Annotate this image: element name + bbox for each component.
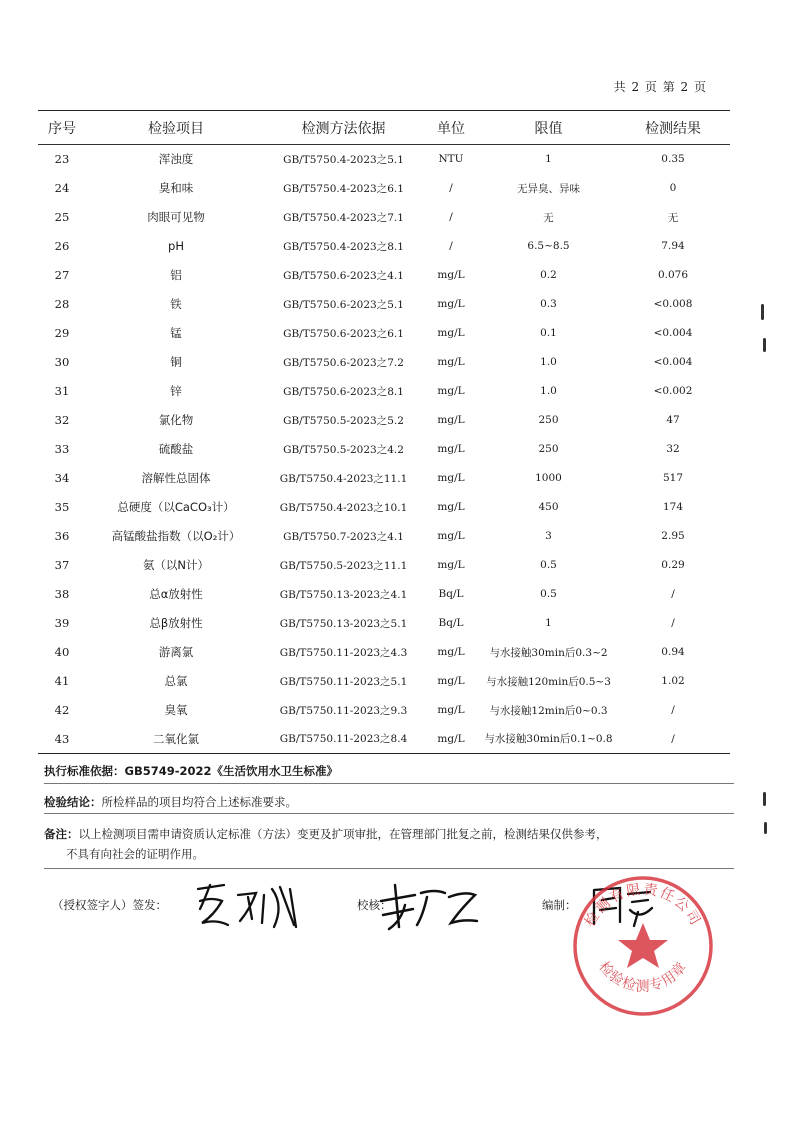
cell-result: <0.002 bbox=[653, 385, 693, 397]
cell-method: GB/T5750.11-2023之4.3 bbox=[279, 646, 408, 659]
table-row bbox=[38, 232, 730, 261]
table-row bbox=[38, 290, 730, 319]
cell-result: 32 bbox=[666, 443, 680, 455]
cell-unit: mg/L bbox=[437, 646, 465, 658]
cell-limit: 250 bbox=[538, 414, 559, 426]
cell-limit: 3 bbox=[545, 530, 552, 542]
standard-line bbox=[44, 763, 734, 779]
cell-seq: 30 bbox=[54, 355, 70, 369]
table-row bbox=[38, 609, 730, 638]
cell-method: GB/T5750.4-2023之5.1 bbox=[283, 153, 404, 166]
table-row bbox=[38, 174, 730, 203]
cell-limit: 450 bbox=[538, 501, 559, 513]
cell-limit: 0.3 bbox=[540, 298, 557, 310]
cell-seq: 24 bbox=[54, 181, 70, 195]
cell-result: / bbox=[671, 704, 675, 716]
cell-limit: 与水接触30min后0.3~2 bbox=[489, 646, 608, 659]
cell-item: 溶解性总固体 bbox=[141, 471, 211, 485]
table-header bbox=[38, 111, 730, 145]
cell-limit: 1 bbox=[545, 617, 552, 629]
cell-method: GB/T5750.5-2023之11.1 bbox=[279, 559, 408, 572]
header-result: 检测结果 bbox=[616, 111, 730, 145]
cell-item: 高锰酸盐指数（以O₂计） bbox=[111, 529, 241, 543]
cell-unit: mg/L bbox=[437, 559, 465, 571]
table-row bbox=[38, 203, 730, 232]
cell-unit: mg/L bbox=[437, 530, 465, 542]
cell-unit: mg/L bbox=[437, 675, 465, 687]
cell-seq: 35 bbox=[54, 500, 70, 514]
table-row bbox=[38, 638, 730, 667]
svg-text:检测有限责任公司: 检测有限责任公司 bbox=[582, 881, 704, 930]
cell-result: 0 bbox=[669, 182, 677, 194]
cell-item: 游离氯 bbox=[158, 645, 194, 659]
cell-limit: 无 bbox=[543, 211, 554, 224]
cell-unit: mg/L bbox=[437, 356, 465, 368]
table-row bbox=[38, 348, 730, 377]
issuer-signature bbox=[190, 875, 310, 935]
cell-limit: 与水接触30min后0.1~0.8 bbox=[481, 725, 616, 754]
cell-result: 2.95 bbox=[661, 530, 685, 542]
cell-limit: 1000 bbox=[535, 472, 562, 484]
table-row bbox=[38, 725, 730, 754]
cell-seq: 36 bbox=[54, 529, 70, 543]
cell-result: 1.02 bbox=[661, 675, 685, 687]
cell-limit: 6.5~8.5 bbox=[527, 240, 570, 252]
issuer-label: （授权签字人）签发： bbox=[52, 898, 167, 912]
cell-limit: 0.1 bbox=[540, 327, 557, 339]
cell-unit: mg/L bbox=[437, 327, 465, 339]
editor-label: 编制： bbox=[542, 898, 577, 912]
cell-method: GB/T5750.11-2023之5.1 bbox=[279, 675, 408, 688]
cell-method: GB/T5750.11-2023之8.4 bbox=[266, 725, 421, 754]
checker-label: 校核： bbox=[357, 898, 392, 912]
remark-block bbox=[44, 824, 734, 864]
cell-item: 铝 bbox=[170, 268, 182, 282]
cell-limit: 无异臭、异味 bbox=[517, 182, 580, 195]
cell-item: 总硬度（以CaCO₃计） bbox=[117, 500, 235, 514]
conclusion-text: 所检样品的项目均符合上述标准要求。 bbox=[101, 795, 297, 809]
cell-item: 臭和味 bbox=[158, 181, 194, 195]
cell-method: GB/T5750.6-2023之4.1 bbox=[283, 269, 404, 282]
cell-method: GB/T5750.7-2023之4.1 bbox=[283, 530, 404, 543]
cell-seq: 23 bbox=[54, 152, 70, 167]
cell-method: GB/T5750.6-2023之6.1 bbox=[283, 327, 404, 340]
cell-seq: 33 bbox=[54, 442, 70, 456]
header-unit: 单位 bbox=[421, 111, 481, 145]
page-indicator: 共 2 页 第 2 页 bbox=[613, 80, 707, 94]
cell-unit: / bbox=[449, 211, 453, 223]
standard-label: 执行标准依据： bbox=[44, 764, 125, 778]
table-row bbox=[38, 580, 730, 609]
cell-result: 7.94 bbox=[661, 240, 685, 252]
cell-limit: 0.5 bbox=[540, 559, 557, 571]
cell-unit: mg/L bbox=[437, 385, 465, 397]
table-row bbox=[38, 493, 730, 522]
cell-item: 氨（以N计） bbox=[142, 558, 210, 572]
cell-method: GB/T5750.13-2023之5.1 bbox=[279, 617, 408, 630]
divider bbox=[44, 783, 734, 784]
cell-item: 二氧化氯 bbox=[86, 725, 266, 754]
cell-limit: 与水接触12min后0~0.3 bbox=[489, 704, 608, 717]
cell-limit: 1 bbox=[545, 153, 552, 166]
results-table bbox=[38, 110, 730, 754]
cell-method: GB/T5750.4-2023之6.1 bbox=[283, 182, 404, 195]
cell-seq: 42 bbox=[54, 703, 70, 717]
cell-unit: mg/L bbox=[437, 269, 465, 281]
cell-result: 0.076 bbox=[657, 269, 689, 281]
cell-method: GB/T5750.6-2023之5.1 bbox=[283, 298, 404, 311]
cell-item: 铁 bbox=[170, 297, 182, 311]
cell-unit: mg/L bbox=[437, 443, 465, 455]
cell-seq: 29 bbox=[54, 326, 70, 340]
table-row bbox=[38, 667, 730, 696]
cell-method: GB/T5750.4-2023之8.1 bbox=[283, 240, 404, 253]
cell-item: 锰 bbox=[170, 326, 182, 340]
cell-limit: 1.0 bbox=[540, 356, 557, 368]
cell-limit: 与水接触120min后0.5~3 bbox=[486, 675, 611, 688]
table-row bbox=[38, 377, 730, 406]
table-row bbox=[38, 319, 730, 348]
cell-result: 0.35 bbox=[661, 153, 685, 166]
checker-signature bbox=[375, 875, 485, 935]
header-method: 检测方法依据 bbox=[266, 111, 421, 145]
cell-result: <0.004 bbox=[653, 327, 693, 339]
table-row bbox=[38, 696, 730, 725]
conclusion-line bbox=[44, 794, 734, 810]
table-row bbox=[38, 406, 730, 435]
company-seal bbox=[565, 868, 721, 1018]
header-seq: 序号 bbox=[38, 111, 86, 145]
cell-item: 铜 bbox=[170, 355, 182, 369]
cell-method: GB/T5750.13-2023之4.1 bbox=[279, 588, 408, 601]
cell-limit: 250 bbox=[538, 443, 559, 455]
cell-method: GB/T5750.6-2023之7.2 bbox=[283, 356, 404, 369]
cell-seq: 40 bbox=[54, 645, 70, 659]
table-row bbox=[38, 464, 730, 493]
cell-unit: Bq/L bbox=[438, 588, 464, 600]
cell-result: <0.004 bbox=[653, 356, 693, 368]
cell-limit: 1.0 bbox=[540, 385, 557, 397]
cell-unit: mg/L bbox=[437, 501, 465, 513]
remark-line1: 以上检测项目需申请资质认定标准（方法）变更及扩项审批，在管理部门批复之前，检测结果仅供参考， bbox=[78, 827, 608, 841]
cell-method: GB/T5750.5-2023之5.2 bbox=[283, 414, 404, 427]
cell-seq: 37 bbox=[54, 558, 70, 572]
cell-result: 0.94 bbox=[661, 646, 685, 658]
cell-seq: 28 bbox=[54, 297, 70, 311]
cell-unit: / bbox=[449, 182, 453, 194]
cell-item: 肉眼可见物 bbox=[147, 210, 205, 224]
cell-item: 臭氧 bbox=[164, 703, 188, 717]
margin-mark bbox=[761, 304, 764, 320]
margin-mark bbox=[764, 822, 767, 834]
cell-seq: 34 bbox=[54, 471, 70, 485]
cell-seq: 38 bbox=[54, 587, 70, 601]
cell-item: 氯化物 bbox=[158, 413, 194, 427]
cell-result: / bbox=[671, 588, 675, 600]
cell-method: GB/T5750.6-2023之8.1 bbox=[283, 385, 404, 398]
cell-seq: 26 bbox=[54, 239, 70, 253]
cell-seq: 25 bbox=[54, 210, 70, 224]
cell-unit: mg/L bbox=[437, 414, 465, 426]
margin-mark bbox=[763, 792, 766, 806]
header-item: 检验项目 bbox=[86, 111, 266, 145]
table-row bbox=[38, 551, 730, 580]
cell-unit: mg/L bbox=[437, 298, 465, 310]
svg-text:检验检测专用章: 检验检测专用章 bbox=[595, 958, 691, 995]
cell-item: pH bbox=[168, 239, 184, 253]
cell-seq: 41 bbox=[54, 674, 70, 688]
cell-result: / bbox=[671, 617, 675, 629]
table-body bbox=[38, 145, 730, 754]
standard-text: GB5749-2022《生活饮用水卫生标准》 bbox=[124, 764, 338, 778]
cell-method: GB/T5750.4-2023之7.1 bbox=[283, 211, 404, 224]
cell-method: GB/T5750.11-2023之9.3 bbox=[279, 704, 408, 717]
cell-result: 无 bbox=[667, 211, 679, 224]
cell-result: <0.008 bbox=[653, 298, 693, 310]
table-row bbox=[38, 435, 730, 464]
cell-seq: 32 bbox=[54, 413, 70, 427]
cell-method: GB/T5750.5-2023之4.2 bbox=[283, 443, 404, 456]
cell-unit: / bbox=[449, 240, 453, 252]
divider bbox=[44, 813, 734, 814]
cell-item: 总α放射性 bbox=[149, 587, 203, 601]
cell-item: 总β放射性 bbox=[149, 616, 203, 630]
cell-unit: mg/L bbox=[437, 472, 465, 484]
table-row bbox=[38, 145, 730, 174]
cell-item: 总氯 bbox=[164, 674, 188, 688]
cell-result: 0.29 bbox=[661, 559, 685, 571]
cell-result: 174 bbox=[662, 501, 684, 513]
cell-seq: 39 bbox=[54, 616, 70, 630]
cell-seq: 31 bbox=[54, 384, 70, 398]
cell-method: GB/T5750.4-2023之11.1 bbox=[279, 472, 408, 485]
cell-unit: mg/L bbox=[421, 725, 481, 754]
cell-unit: NTU bbox=[438, 153, 464, 166]
remark-line2: 不具有向社会的证明作用。 bbox=[66, 847, 204, 861]
cell-result: 47 bbox=[666, 414, 680, 426]
cell-item: 锌 bbox=[170, 384, 182, 398]
cell-limit: 0.2 bbox=[540, 269, 557, 281]
header-limit: 限值 bbox=[481, 111, 616, 145]
remark-label: 备注： bbox=[44, 827, 79, 841]
cell-unit: mg/L bbox=[437, 704, 465, 716]
margin-mark bbox=[763, 338, 766, 352]
cell-item: 硫酸盐 bbox=[158, 442, 194, 456]
cell-limit: 0.5 bbox=[540, 588, 557, 600]
table-row bbox=[38, 261, 730, 290]
cell-result: / bbox=[616, 725, 730, 754]
conclusion-label: 检验结论： bbox=[44, 795, 102, 809]
cell-result: 517 bbox=[662, 472, 684, 484]
cell-method: GB/T5750.4-2023之10.1 bbox=[279, 501, 408, 514]
table-row bbox=[38, 522, 730, 551]
cell-item: 浑浊度 bbox=[158, 152, 194, 167]
cell-seq: 43 bbox=[38, 725, 86, 754]
cell-unit: Bq/L bbox=[438, 617, 464, 629]
cell-seq: 27 bbox=[54, 268, 70, 282]
